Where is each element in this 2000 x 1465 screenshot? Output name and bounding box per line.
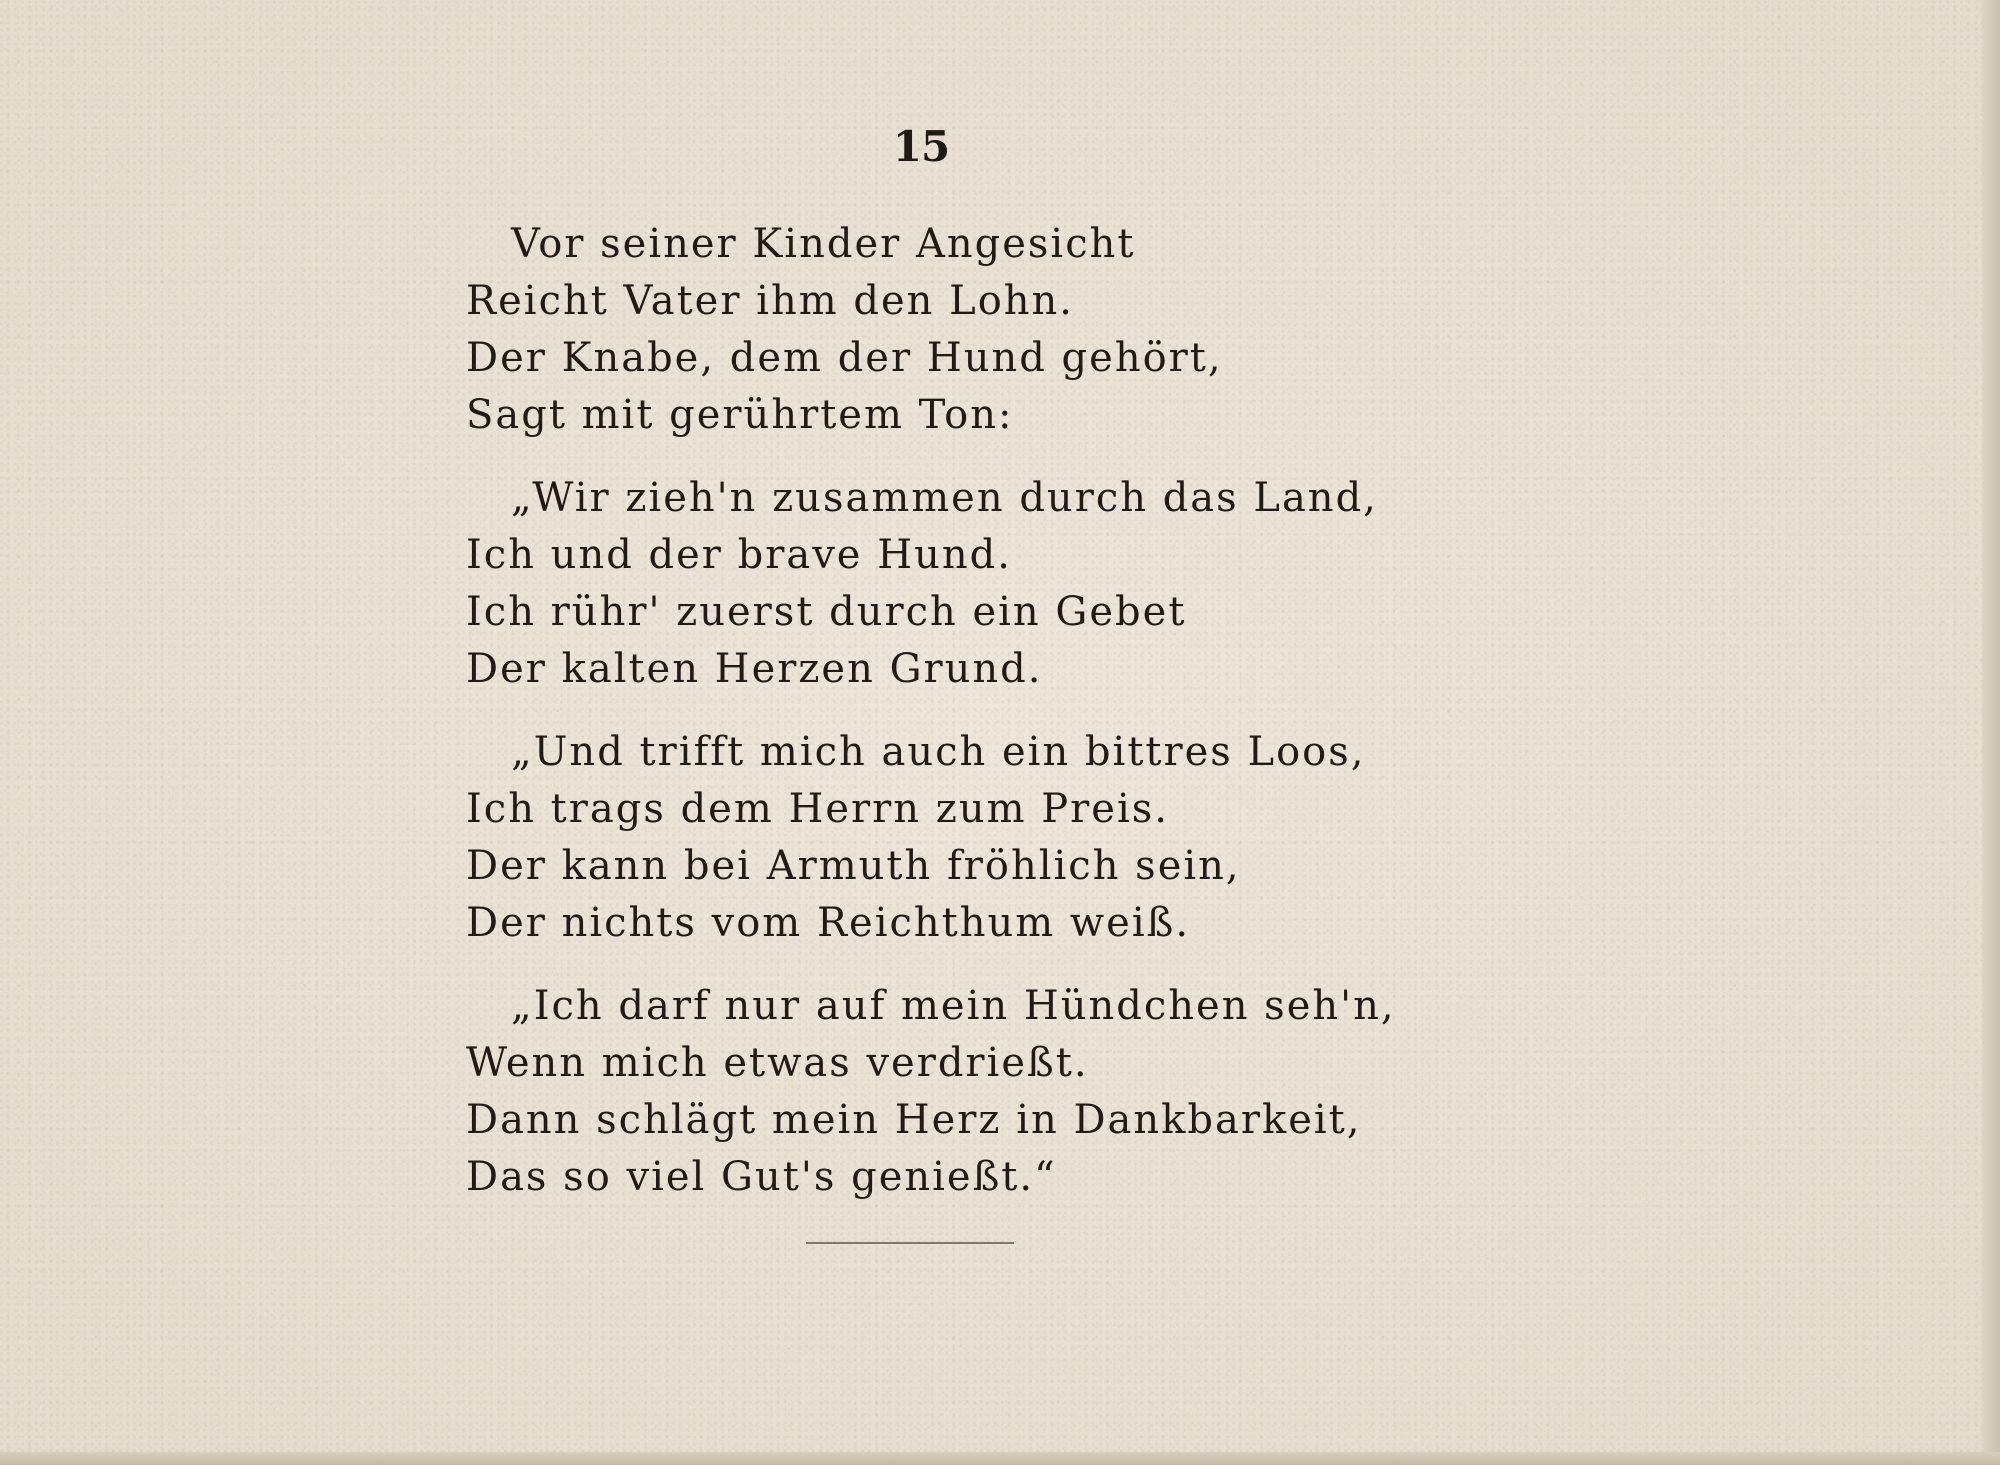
poem-line: Der Knabe, dem der Hund gehört, [466, 335, 1223, 381]
poem-line: Vor seiner Kinder Angesicht [511, 221, 1136, 267]
poem-line: Ich und der brave Hund. [466, 532, 1012, 578]
poem-line: „Wir zieh'n zusammen durch das Land, [511, 475, 1378, 521]
poem-line: Wenn mich etwas verdrießt. [466, 1040, 1089, 1086]
poem-line: Das so viel Gut's genießt.“ [466, 1154, 1057, 1200]
poem [466, 216, 1466, 1232]
stanza-3 [466, 724, 1466, 952]
page-edge-right [1982, 0, 2000, 1465]
poem-line: Der kalten Herzen Grund. [466, 646, 1043, 692]
page-edge-bottom [0, 1452, 2000, 1465]
stanza-1 [466, 216, 1466, 444]
poem-line: „Ich darf nur auf mein Hündchen seh'n, [511, 983, 1396, 1029]
poem-line: Sagt mit gerührtem Ton: [466, 392, 1014, 438]
stanza-2 [466, 470, 1466, 698]
poem-line: Der kann bei Armuth fröhlich sein, [466, 843, 1241, 889]
poem-line: Der nichts vom Reichthum weiß. [466, 900, 1191, 946]
poem-line: Reicht Vater ihm den Lohn. [466, 278, 1075, 324]
stanza-4 [466, 978, 1466, 1206]
poem-line: Ich trags dem Herrn zum Preis. [466, 786, 1169, 832]
poem-line: Ich rühr' zuerst durch ein Gebet [466, 589, 1187, 635]
poem-line: Dann schlägt mein Herz in Dankbarkeit, [466, 1097, 1362, 1143]
poem-line: „Und trifft mich auch ein bittres Loos, [511, 729, 1366, 775]
decorative-rule [806, 1242, 1014, 1244]
page-number: 15 [892, 122, 950, 171]
